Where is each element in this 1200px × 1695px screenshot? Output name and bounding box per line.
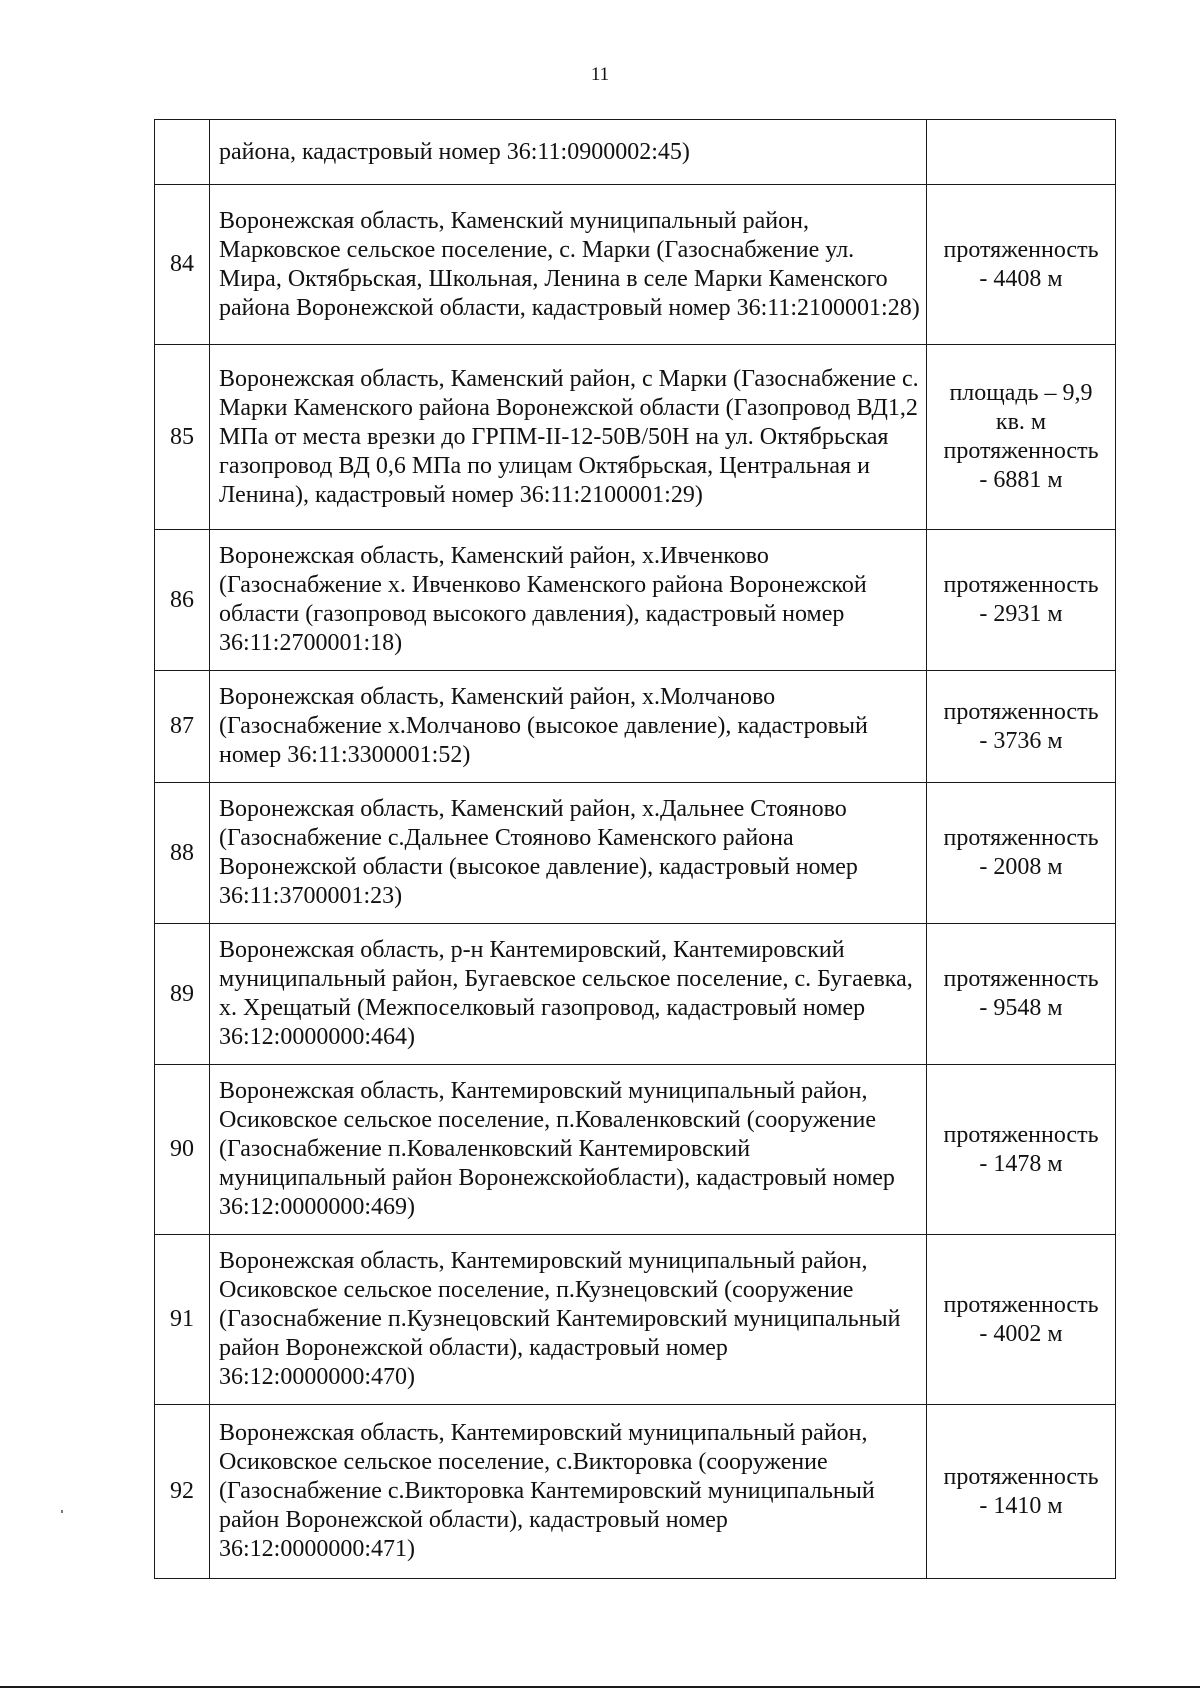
bottom-rule [0, 1686, 1200, 1688]
table-row [155, 345, 1116, 530]
object-size-cell [927, 1065, 1116, 1235]
table-row [155, 530, 1116, 671]
page-number: 11 [590, 64, 610, 85]
object-size-cell [927, 1235, 1116, 1405]
property-registry-table [154, 119, 1116, 1579]
row-number-cell: 85 [155, 345, 210, 530]
table-row [155, 185, 1116, 345]
object-size-cell [927, 783, 1116, 924]
object-size-cell [927, 671, 1116, 783]
table-row [155, 783, 1116, 924]
size-line: протяженность [943, 1463, 1099, 1490]
object-size-cell [927, 345, 1116, 530]
size-line: площадь – 9,9 [949, 380, 1093, 406]
size-line: - 3736 м [979, 727, 1063, 754]
row-number-cell: 84 [155, 185, 210, 345]
size-line: протяженность [943, 825, 1099, 851]
table-row [155, 924, 1116, 1065]
table-row [155, 671, 1116, 783]
size-line: - 1478 м [979, 1150, 1063, 1177]
size-line: - 6881 м [979, 467, 1063, 493]
object-size-cell [927, 924, 1116, 1065]
object-description-cell: Воронежская область, Кантемировский муниципальный район, Осиковское сельское поселение, с.Викторовка (сооружение (Газоснабжение с.Викторовка Кантемировский муниципальный район Воронежской области), кадастровый номер 36:12:0000000:471) [210, 1405, 927, 1579]
object-size-cell [927, 1405, 1116, 1579]
row-number-cell: 89 [155, 924, 210, 1065]
object-description-cell: Воронежская область, Каменский район, х.Дальнее Стояново (Газоснабжение с.Дальнее Стояново Каменского района Воронежской области (высокое давление), кадастровый номер 36:11:3700001:23) [210, 783, 927, 924]
table-row [155, 1235, 1116, 1405]
row-number-cell: 88 [155, 783, 210, 924]
row-number-cell [155, 120, 210, 185]
object-size-cell [927, 185, 1116, 345]
object-size-cell [927, 530, 1116, 671]
object-description-cell: Воронежская область, Кантемировский муниципальный район, Осиковское сельское поселение, п.Коваленковский (сооружение (Газоснабжение п.Коваленковский Кантемировский муниципальный район Воронежскойобласти), кадастровый номер 36:12:0000000:469) [210, 1065, 927, 1235]
row-number-cell: 91 [155, 1235, 210, 1405]
size-line: - 2931 м [979, 601, 1063, 627]
row-number-cell: 86 [155, 530, 210, 671]
row-number-cell: 92 [155, 1405, 210, 1579]
size-line: - 1410 м [979, 1492, 1063, 1519]
object-description-cell: района, кадастровый номер 36:11:0900002:45) [210, 120, 927, 185]
size-line: кв. м [995, 409, 1047, 435]
size-line: - 4408 м [979, 265, 1063, 292]
object-description-cell: Воронежская область, Кантемировский муниципальный район, Осиковское сельское поселение, п.Кузнецовский (сооружение (Газоснабжение п.Кузнецовский Кантемировский муниципальный район Воронежской области), кадастровый номер 36:12:0000000:470) [210, 1235, 927, 1405]
object-description-cell: Воронежская область, Каменский район, х.Молчаново (Газоснабжение х.Молчаново (высокое давление), кадастровый номер 36:11:3300001:52) [210, 671, 927, 783]
table-row [155, 1065, 1116, 1235]
size-line: протяженность [943, 1291, 1099, 1318]
row-number-cell: 87 [155, 671, 210, 783]
object-size-cell [927, 120, 1116, 185]
object-description-cell: Воронежская область, Каменский муниципальный район, Марковское сельское поселение, с. Марки (Газоснабжение ул. Мира, Октябрьская, Школьная, Ленина в селе Марки Каменского района Воронежской области, кадастровый номер 36:11:2100001:28) [210, 185, 927, 345]
object-description-cell: Воронежская область, Каменский район, с Марки (Газоснабжение с. Марки Каменского района Воронежской области (Газопровод ВД1,2 МПа от места врезки до ГРПМ-II-12-50В/50Н на ул. Октябрьская газопровод ВД 0,6 МПа по улицам Октябрьская, Центральная и Ленина), кадастровый номер 36:11:2100001:29) [210, 345, 927, 530]
size-line: - 4002 м [979, 1320, 1063, 1347]
size-line: протяженность [943, 236, 1099, 263]
size-line: протяженность [943, 438, 1099, 464]
size-line: протяженность [943, 966, 1099, 992]
table-row [155, 1405, 1116, 1579]
row-number-cell: 90 [155, 1065, 210, 1235]
object-description-cell: Воронежская область, Каменский район, х.Ивченково (Газоснабжение х. Ивченково Каменского района Воронежской области (газопровод высокого давления), кадастровый номер 36:11:2700001:18) [210, 530, 927, 671]
size-line: протяженность [943, 1121, 1099, 1148]
size-line: протяженность [943, 572, 1099, 598]
size-line: протяженность [943, 698, 1099, 725]
size-line: - 2008 м [979, 854, 1063, 880]
object-description-cell: Воронежская область, р-н Кантемировский, Кантемировский муниципальный район, Бугаевское сельское поселение, с. Бугаевка, х. Хрещатый (Межпоселковый газопровод, кадастровый номер 36:12:0000000:464) [210, 924, 927, 1065]
scan-artifact [61, 1510, 63, 1513]
size-line: - 9548 м [979, 995, 1063, 1021]
table-row [155, 120, 1116, 185]
